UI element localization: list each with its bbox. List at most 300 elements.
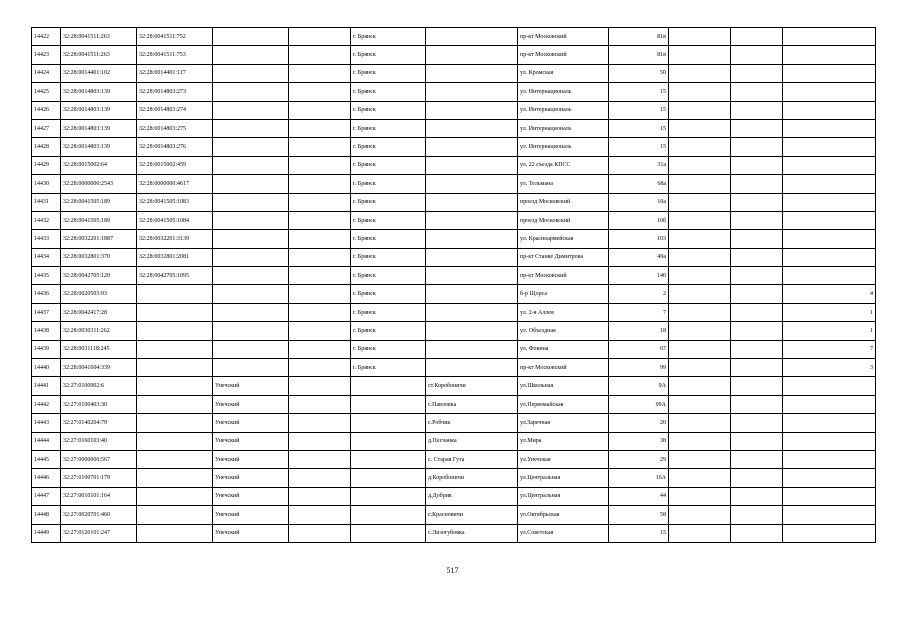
cell-row-number: 14446 <box>32 469 61 487</box>
cell-settlement <box>426 156 518 174</box>
table-row <box>32 156 876 174</box>
cell-object-number <box>137 285 213 303</box>
cell-row-number: 14425 <box>32 83 61 101</box>
cell-column-5 <box>289 359 351 377</box>
table-row <box>32 469 876 487</box>
cell-column-12: 3 <box>783 359 876 377</box>
cell-column-5 <box>289 469 351 487</box>
cell-settlement <box>426 340 518 358</box>
cell-column-10 <box>669 303 731 321</box>
cell-street: ул.Мира <box>518 432 609 450</box>
cell-column-10 <box>669 64 731 82</box>
cell-object-number: 32:28:0000000:4617 <box>137 175 213 193</box>
cell-settlement: с.Павловка <box>426 395 518 413</box>
cell-column-5 <box>289 267 351 285</box>
cell-column-5 <box>289 119 351 137</box>
cell-column-11 <box>731 359 783 377</box>
cell-column-10 <box>669 432 731 450</box>
cell-street: ул. 22 съезда КПСС <box>518 156 609 174</box>
cell-settlement <box>426 101 518 119</box>
cell-column-10 <box>669 156 731 174</box>
cell-house: 68а <box>609 175 669 193</box>
cell-house: 15 <box>609 83 669 101</box>
cell-column-10 <box>669 230 731 248</box>
cell-column-10 <box>669 28 731 46</box>
cell-object-number <box>137 395 213 413</box>
cell-object-number <box>137 450 213 468</box>
cell-object-number <box>137 506 213 524</box>
cell-settlement: ст.Коробоничи <box>426 377 518 395</box>
cell-column-10 <box>669 138 731 156</box>
cell-street: ул.Центральная <box>518 487 609 505</box>
cell-cadastral-number: 32:27:0100701:179 <box>61 469 137 487</box>
cell-column-5 <box>289 175 351 193</box>
cell-column-11 <box>731 322 783 340</box>
cell-row-number: 14427 <box>32 119 61 137</box>
cell-settlement <box>426 138 518 156</box>
cell-object-number <box>137 322 213 340</box>
cell-street: ул.Октябрьская <box>518 506 609 524</box>
cell-object-number <box>137 487 213 505</box>
cell-settlement <box>426 193 518 211</box>
cell-column-12 <box>783 487 876 505</box>
cell-cadastral-number: 32:28:0014803:139 <box>61 119 137 137</box>
cell-row-number: 14448 <box>32 506 61 524</box>
cell-column-10 <box>669 340 731 358</box>
cell-street: ул.Первомайская <box>518 395 609 413</box>
cell-city: г. Брянск <box>351 156 426 174</box>
cell-column-10 <box>669 395 731 413</box>
table-row <box>32 83 876 101</box>
cell-row-number: 14428 <box>32 138 61 156</box>
table-row <box>32 322 876 340</box>
cell-column-12 <box>783 175 876 193</box>
cell-row-number: 14441 <box>32 377 61 395</box>
cell-house: 81в <box>609 28 669 46</box>
cell-cadastral-number: 32:27:0000000:567 <box>61 450 137 468</box>
cell-city: г. Брянск <box>351 64 426 82</box>
cell-house: 99 <box>609 359 669 377</box>
cell-house: 15 <box>609 101 669 119</box>
cell-settlement: д.Коробоничи <box>426 469 518 487</box>
cell-column-12: 4 <box>783 285 876 303</box>
cell-cadastral-number: 32:28:0014401:102 <box>61 64 137 82</box>
cell-district <box>213 322 289 340</box>
cell-row-number: 14438 <box>32 322 61 340</box>
cell-row-number: 14436 <box>32 285 61 303</box>
cell-city: г. Брянск <box>351 303 426 321</box>
cell-column-10 <box>669 414 731 432</box>
cell-house: 29 <box>609 450 669 468</box>
cell-cadastral-number: 32:27:0100902:6 <box>61 377 137 395</box>
cell-column-5 <box>289 193 351 211</box>
cell-street: ул.Центральная <box>518 469 609 487</box>
cell-row-number: 14429 <box>32 156 61 174</box>
table-row <box>32 138 876 156</box>
cell-city <box>351 377 426 395</box>
cell-house: 15 <box>609 138 669 156</box>
cell-column-10 <box>669 487 731 505</box>
cell-cadastral-number: 32:28:0015002:64 <box>61 156 137 174</box>
cell-city <box>351 395 426 413</box>
cell-settlement <box>426 83 518 101</box>
cell-column-11 <box>731 267 783 285</box>
cell-city: г. Брянск <box>351 248 426 266</box>
cell-street: ул. Кромская <box>518 64 609 82</box>
cell-column-5 <box>289 156 351 174</box>
table-row <box>32 175 876 193</box>
cell-district <box>213 119 289 137</box>
cell-street: проезд Московский <box>518 211 609 229</box>
cell-house: 18 <box>609 322 669 340</box>
cell-city <box>351 450 426 468</box>
cell-settlement <box>426 175 518 193</box>
cell-district: Унечский <box>213 395 289 413</box>
table-row <box>32 506 876 524</box>
cell-column-11 <box>731 28 783 46</box>
table-row <box>32 267 876 285</box>
cell-city: г. Брянск <box>351 119 426 137</box>
cell-cadastral-number: 32:28:0041511:263 <box>61 46 137 64</box>
cell-column-5 <box>289 230 351 248</box>
cell-column-12 <box>783 28 876 46</box>
cell-column-11 <box>731 450 783 468</box>
cell-column-12 <box>783 101 876 119</box>
cell-object-number: 32:28:0014401:117 <box>137 64 213 82</box>
cell-street: б-р Щорса <box>518 285 609 303</box>
cell-house: 15 <box>609 524 669 542</box>
cell-column-10 <box>669 359 731 377</box>
table-row <box>32 119 876 137</box>
cell-column-12 <box>783 414 876 432</box>
cell-object-number <box>137 377 213 395</box>
cell-column-5 <box>289 211 351 229</box>
cell-column-12 <box>783 230 876 248</box>
cell-district <box>213 64 289 82</box>
cell-street: ул. Интернациональ <box>518 83 609 101</box>
cell-settlement <box>426 46 518 64</box>
table-row <box>32 487 876 505</box>
cell-column-12 <box>783 267 876 285</box>
cell-column-12 <box>783 156 876 174</box>
cell-object-number <box>137 414 213 432</box>
cell-house: 38 <box>609 432 669 450</box>
cell-row-number: 14424 <box>32 64 61 82</box>
cell-column-12 <box>783 211 876 229</box>
cell-object-number: 32:28:0032801:2081 <box>137 248 213 266</box>
cell-settlement <box>426 211 518 229</box>
cell-district <box>213 28 289 46</box>
cell-object-number: 32:28:0041505:1083 <box>137 193 213 211</box>
cell-row-number: 14437 <box>32 303 61 321</box>
cell-column-11 <box>731 119 783 137</box>
cell-row-number: 14447 <box>32 487 61 505</box>
cell-street: пр-кт Московский <box>518 267 609 285</box>
cell-column-5 <box>289 46 351 64</box>
cell-cadastral-number: 32:28:0042705:120 <box>61 267 137 285</box>
cell-column-12: 1 <box>783 322 876 340</box>
cell-house: 20 <box>609 414 669 432</box>
cell-street: ул. Интернациональ <box>518 138 609 156</box>
cell-street: ул. Фокина <box>518 340 609 358</box>
cell-column-11 <box>731 487 783 505</box>
cell-column-11 <box>731 377 783 395</box>
cell-object-number: 32:28:0014803:276 <box>137 138 213 156</box>
cell-row-number: 14423 <box>32 46 61 64</box>
cell-row-number: 14432 <box>32 211 61 229</box>
cell-district: Унечский <box>213 524 289 542</box>
cell-column-5 <box>289 506 351 524</box>
cell-column-5 <box>289 340 351 358</box>
cell-row-number: 14422 <box>32 28 61 46</box>
cell-cadastral-number: 32:28:0032201:1887 <box>61 230 137 248</box>
table-row <box>32 395 876 413</box>
cell-column-12 <box>783 193 876 211</box>
cell-city <box>351 506 426 524</box>
cell-cadastral-number: 32:27:0140204:79 <box>61 414 137 432</box>
cell-row-number: 14449 <box>32 524 61 542</box>
cell-column-5 <box>289 395 351 413</box>
cell-house: 10а <box>609 193 669 211</box>
cell-street: ул. Красноармейская <box>518 230 609 248</box>
cell-column-10 <box>669 101 731 119</box>
table-row <box>32 285 876 303</box>
table-row <box>32 248 876 266</box>
cell-house: 2 <box>609 285 669 303</box>
cell-district <box>213 248 289 266</box>
cell-district <box>213 340 289 358</box>
cell-column-5 <box>289 138 351 156</box>
cell-house: 15 <box>609 119 669 137</box>
cell-house: 10б <box>609 211 669 229</box>
cell-district: Унечский <box>213 414 289 432</box>
cell-city: г. Брянск <box>351 267 426 285</box>
cell-cadastral-number: 32:27:0010101:164 <box>61 487 137 505</box>
cell-district <box>213 101 289 119</box>
cell-column-11 <box>731 64 783 82</box>
table-row <box>32 414 876 432</box>
cell-column-10 <box>669 450 731 468</box>
cell-settlement <box>426 28 518 46</box>
cell-object-number: 32:28:0042705:1095 <box>137 267 213 285</box>
table-row <box>32 303 876 321</box>
cell-column-11 <box>731 46 783 64</box>
cell-cadastral-number: 32:27:0100403:30 <box>61 395 137 413</box>
cell-cadastral-number: 32:28:0041511:263 <box>61 28 137 46</box>
cell-settlement <box>426 285 518 303</box>
cell-street: проезд Московский <box>518 193 609 211</box>
cell-settlement <box>426 303 518 321</box>
cell-city: г. Брянск <box>351 359 426 377</box>
cell-column-11 <box>731 340 783 358</box>
cell-district <box>213 46 289 64</box>
cell-row-number: 14434 <box>32 248 61 266</box>
cell-column-11 <box>731 469 783 487</box>
cell-city: г. Брянск <box>351 211 426 229</box>
cell-cadastral-number: 32:27:0120101:247 <box>61 524 137 542</box>
cell-column-12: 7 <box>783 340 876 358</box>
cell-city <box>351 432 426 450</box>
cell-column-10 <box>669 469 731 487</box>
cell-column-5 <box>289 377 351 395</box>
cell-city: г. Брянск <box>351 46 426 64</box>
table-row <box>32 377 876 395</box>
cell-district: Унечский <box>213 450 289 468</box>
table-row <box>32 193 876 211</box>
cell-row-number: 14430 <box>32 175 61 193</box>
cell-column-5 <box>289 285 351 303</box>
cell-city: г. Брянск <box>351 230 426 248</box>
cell-district: Унечский <box>213 377 289 395</box>
cell-city: г. Брянск <box>351 193 426 211</box>
cell-city <box>351 524 426 542</box>
cell-house: 7 <box>609 303 669 321</box>
cell-district <box>213 193 289 211</box>
cell-settlement: с.Красновичи <box>426 506 518 524</box>
cell-district: Унечский <box>213 432 289 450</box>
cell-object-number: 32:28:0015002:459 <box>137 156 213 174</box>
cell-column-5 <box>289 524 351 542</box>
cell-column-12 <box>783 450 876 468</box>
cell-object-number: 32:28:0041511:753 <box>137 46 213 64</box>
cell-city <box>351 414 426 432</box>
cell-district <box>213 230 289 248</box>
cell-house: 16А <box>609 469 669 487</box>
cell-house: 67 <box>609 340 669 358</box>
cell-settlement: д.Добрик <box>426 487 518 505</box>
cell-settlement <box>426 119 518 137</box>
cell-city: г. Брянск <box>351 175 426 193</box>
cell-column-11 <box>731 248 783 266</box>
cell-settlement: с. Старая Гута <box>426 450 518 468</box>
cell-object-number: 32:28:0014803:274 <box>137 101 213 119</box>
cell-column-12 <box>783 524 876 542</box>
cell-column-11 <box>731 83 783 101</box>
cell-district <box>213 303 289 321</box>
cell-column-10 <box>669 211 731 229</box>
cell-column-10 <box>669 83 731 101</box>
cell-house: 81в <box>609 46 669 64</box>
cell-column-11 <box>731 432 783 450</box>
cell-settlement <box>426 359 518 377</box>
cell-column-11 <box>731 414 783 432</box>
cell-column-12 <box>783 377 876 395</box>
cell-column-10 <box>669 248 731 266</box>
cell-district <box>213 156 289 174</box>
cell-city <box>351 487 426 505</box>
cell-object-number: 32:28:0041505:1084 <box>137 211 213 229</box>
cell-column-11 <box>731 230 783 248</box>
cell-cadastral-number: 32:28:0042417:28 <box>61 303 137 321</box>
cell-column-11 <box>731 211 783 229</box>
table-row <box>32 46 876 64</box>
cell-column-11 <box>731 156 783 174</box>
cell-column-5 <box>289 450 351 468</box>
page-number: 517 <box>446 566 459 575</box>
cell-house: 58 <box>609 506 669 524</box>
cell-object-number <box>137 469 213 487</box>
cell-settlement <box>426 322 518 340</box>
cell-object-number <box>137 303 213 321</box>
cell-object-number: 32:28:0041511:752 <box>137 28 213 46</box>
cell-cadastral-number: 32:28:0041505:189 <box>61 211 137 229</box>
table-row <box>32 64 876 82</box>
cell-street: ул.Советская <box>518 524 609 542</box>
table-row <box>32 230 876 248</box>
cell-cadastral-number: 32:28:0030311:262 <box>61 322 137 340</box>
cell-cadastral-number: 32:28:0014803:139 <box>61 101 137 119</box>
cell-column-11 <box>731 395 783 413</box>
cell-cadastral-number: 32:28:0032801:370 <box>61 248 137 266</box>
cell-row-number: 14442 <box>32 395 61 413</box>
cell-street: ул. 2-я Аллея <box>518 303 609 321</box>
table-body <box>32 28 876 543</box>
cell-cadastral-number: 32:27:0020701:460 <box>61 506 137 524</box>
cell-district: Унечский <box>213 506 289 524</box>
cell-object-number: 32:28:0014803:275 <box>137 119 213 137</box>
cell-column-5 <box>289 248 351 266</box>
cell-district <box>213 138 289 156</box>
cell-cadastral-number: 32:28:0041604:339 <box>61 359 137 377</box>
cell-district <box>213 175 289 193</box>
cell-street: пр-кт Станке Димитрова <box>518 248 609 266</box>
cell-street: пр-кт Московский <box>518 359 609 377</box>
cell-row-number: 14433 <box>32 230 61 248</box>
cell-column-5 <box>289 28 351 46</box>
cell-column-10 <box>669 46 731 64</box>
cell-street: ул. Интернациональ <box>518 101 609 119</box>
cell-row-number: 14443 <box>32 414 61 432</box>
cell-column-12 <box>783 46 876 64</box>
cell-object-number <box>137 432 213 450</box>
cell-street: ул.Унечская <box>518 450 609 468</box>
cell-street: ул. Тельмана <box>518 175 609 193</box>
table-row <box>32 211 876 229</box>
cell-district <box>213 285 289 303</box>
cell-house: 49а <box>609 248 669 266</box>
cell-column-12 <box>783 83 876 101</box>
cell-street: пр-кт Московский <box>518 46 609 64</box>
cell-column-11 <box>731 138 783 156</box>
cell-column-10 <box>669 193 731 211</box>
cell-column-5 <box>289 64 351 82</box>
cell-column-5 <box>289 432 351 450</box>
cell-street: пр-кт Московский <box>518 28 609 46</box>
cell-row-number: 14435 <box>32 267 61 285</box>
cell-house: 31а <box>609 156 669 174</box>
cell-settlement <box>426 248 518 266</box>
cell-column-5 <box>289 83 351 101</box>
cell-row-number: 14445 <box>32 450 61 468</box>
cell-cadastral-number: 32:27:0160103:40 <box>61 432 137 450</box>
cell-city: г. Брянск <box>351 285 426 303</box>
cell-district: Унечский <box>213 469 289 487</box>
cell-column-11 <box>731 101 783 119</box>
table-row <box>32 101 876 119</box>
cell-column-12 <box>783 432 876 450</box>
table-row <box>32 524 876 542</box>
cell-column-11 <box>731 285 783 303</box>
register-table <box>31 27 876 543</box>
cell-city <box>351 469 426 487</box>
cell-object-number: 32:28:0014803:273 <box>137 83 213 101</box>
cell-column-10 <box>669 267 731 285</box>
cell-street: ул. Интернациональ <box>518 119 609 137</box>
cell-city: г. Брянск <box>351 340 426 358</box>
cell-column-10 <box>669 119 731 137</box>
cell-city: г. Брянск <box>351 138 426 156</box>
cell-settlement: с.Лизогубовка <box>426 524 518 542</box>
